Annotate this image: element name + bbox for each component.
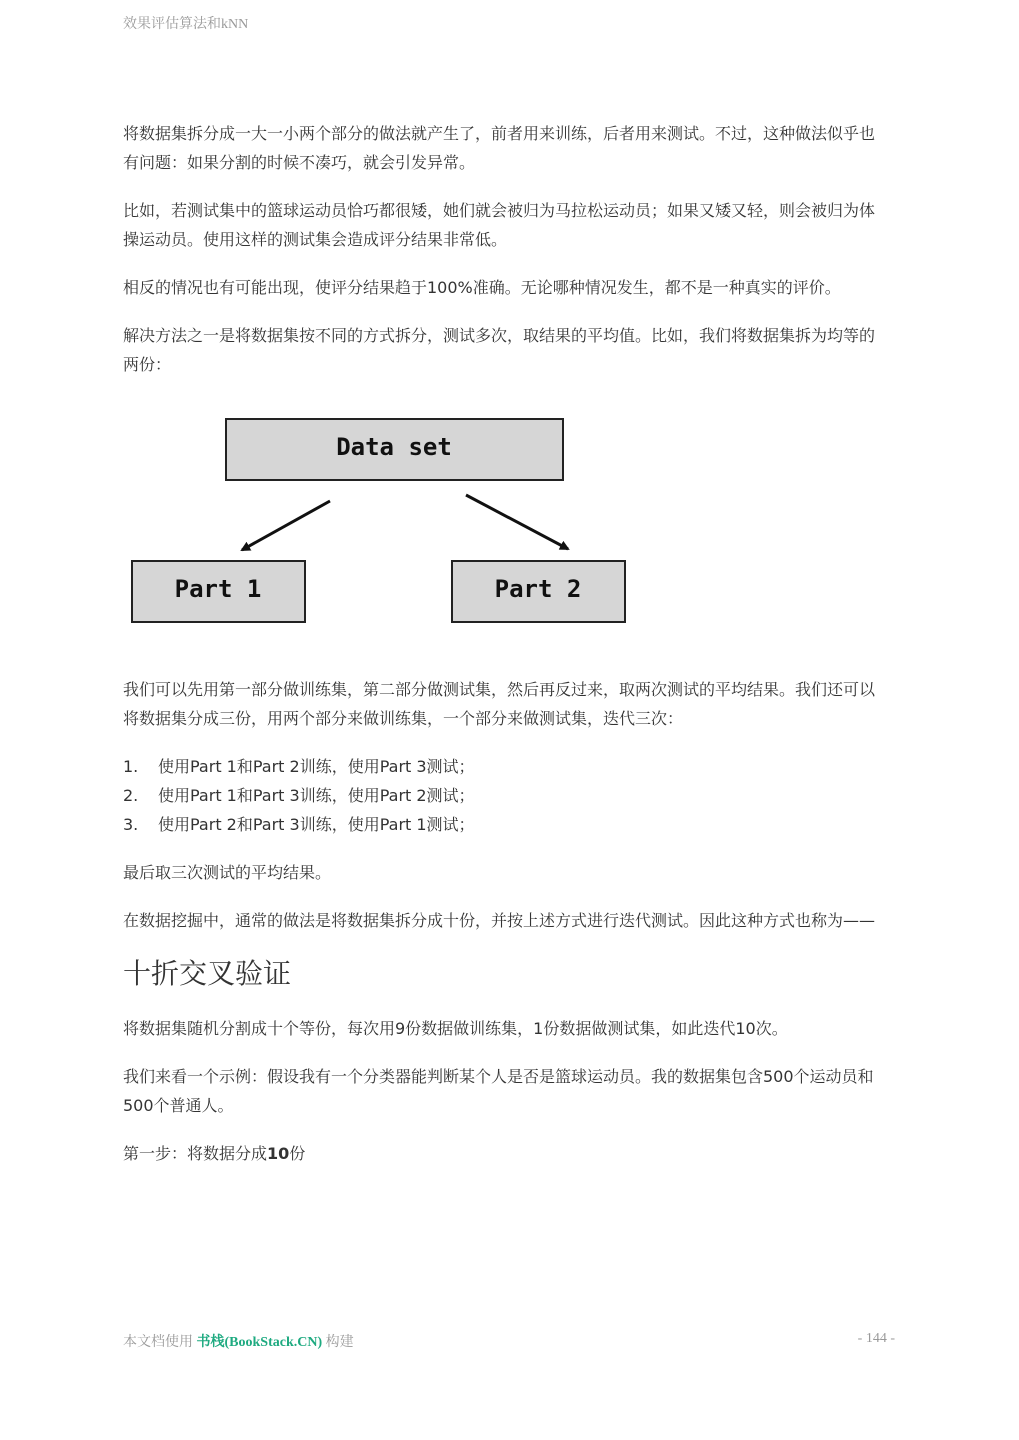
page-footer [123,1331,895,1351]
part2-label: Part 2 [494,575,582,603]
document-body [123,119,885,1187]
bookstack-link[interactable]: 书栈(BookStack.CN) [196,1335,323,1350]
dataset-label: Data set [336,433,452,461]
iteration-list [123,752,885,839]
step-one-count: 10 [267,1144,290,1163]
list-item [123,781,885,810]
list-item-text: 使用Part 2和Part 3训练，使用Part 1测试； [158,815,475,834]
dataset-split-diagram [123,399,885,651]
running-header: 效果评估算法和kNN [123,17,249,32]
footer-suffix: 构建 [322,1335,354,1350]
page-number: - 144 - [857,1331,895,1346]
diagram-svg [123,399,885,651]
step-one-prefix: 第一步：将数据分成 [123,1144,268,1163]
right-arrow [466,495,568,549]
paragraph: 相反的情况也有可能出现，使评分结果趋于100%准确。无论哪种情况发生，都不是一种真实的评价。 [123,278,841,297]
paragraph: 解决方法之一是将数据集按不同的方式拆分，测试多次，取结果的平均值。比如，我们将数据集拆为均等的两份： [123,326,876,374]
paragraph: 最后取三次测试的平均结果。 [123,863,332,882]
list-item [123,810,885,839]
section-heading: 十折交叉验证 [123,957,292,990]
list-item-number: 3. [123,815,139,834]
part1-label: Part 1 [174,575,262,603]
paragraph: 将数据集随机分割成十个等份，每次用9份数据做训练集，1份数据做测试集，如此迭代10次。 [123,1019,788,1038]
list-item [123,752,885,781]
list-item-text: 使用Part 1和Part 2训练，使用Part 3测试； [158,757,475,776]
footer-prefix: 本文档使用 [123,1335,197,1350]
list-item-text: 使用Part 1和Part 3训练，使用Part 2测试； [158,786,475,805]
list-item-number: 1. [123,757,139,776]
step-one-paragraph [123,1139,885,1168]
paragraph: 比如，若测试集中的篮球运动员恰巧都很矮，她们就会被归为马拉松运动员；如果又矮又轻，则会被归为体操运动员。使用这样的测试集会造成评分结果非常低。 [123,201,876,249]
paragraph: 我们来看一个示例：假设我有一个分类器能判断某个人是否是篮球运动员。我的数据集包含500个运动员和500个普通人。 [123,1067,874,1115]
left-arrow [242,501,330,550]
paragraph: 将数据集拆分成一大一小两个部分的做法就产生了，前者用来训练，后者用来测试。不过，这种做法似乎也有问题：如果分割的时候不凑巧，就会引发异常。 [123,124,876,172]
paragraph: 我们可以先用第一部分做训练集，第二部分做测试集，然后再反过来，取两次测试的平均结果。我们还可以将数据集分成三份，用两个部分来做训练集，一个部分来做测试集，迭代三次： [123,680,876,728]
step-one-suffix: 份 [289,1144,306,1163]
list-item-number: 2. [123,786,139,805]
paragraph: 在数据挖掘中，通常的做法是将数据集拆分成十份，并按上述方式进行迭代测试。因此这种方式也称为—— [123,911,876,930]
